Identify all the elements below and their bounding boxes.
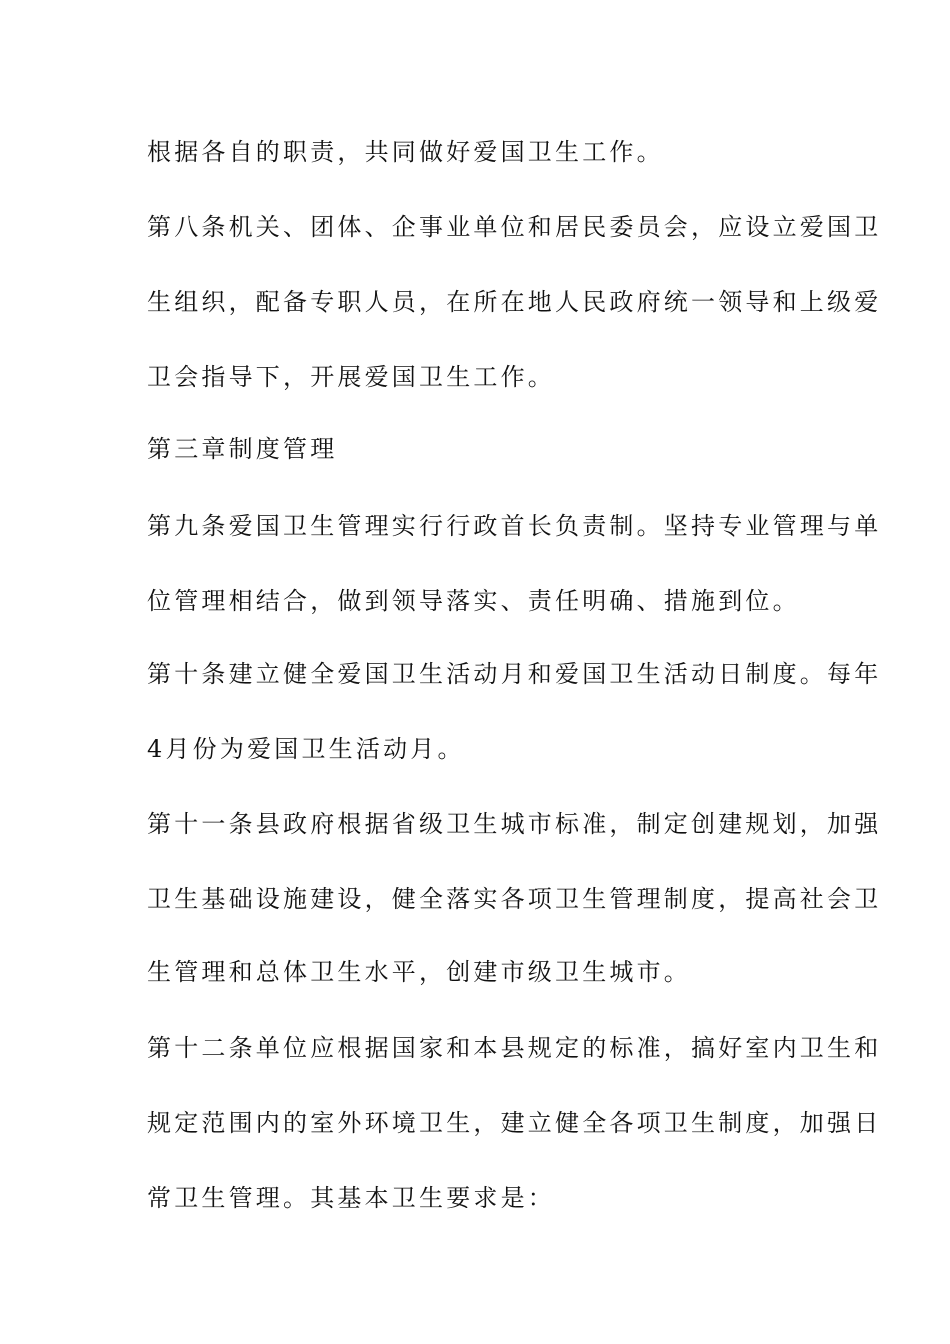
text-line: 生组织，配备专职人员，在所在地人民政府统一领导和上级爱: [147, 288, 882, 316]
article-11-line: 第十一条县政府根据省级卫生城市标准，制定创建规划，加强: [147, 810, 882, 838]
text-line: 4月份为爱国卫生活动月。: [147, 735, 465, 763]
text-line: 常卫生管理。其基本卫生要求是：: [147, 1184, 555, 1212]
text-line: 生管理和总体卫生水平，创建市级卫生城市。: [147, 958, 691, 986]
text-line: 卫会指导下，开展爱国卫生工作。: [147, 363, 555, 391]
article-8-line: 第八条机关、团体、企事业单位和居民委员会，应设立爱国卫: [147, 213, 882, 241]
article-9-line: 第九条爱国卫生管理实行行政首长负责制。坚持专业管理与单: [147, 512, 882, 540]
text-line: 根据各自的职责，共同做好爱国卫生工作。: [147, 138, 664, 166]
chapter-heading: 第三章制度管理: [147, 435, 338, 463]
article-12-line: 第十二条单位应根据国家和本县规定的标准，搞好室内卫生和: [147, 1034, 882, 1062]
text-line: 规定范围内的室外环境卫生，建立健全各项卫生制度，加强日: [147, 1109, 882, 1137]
text-line: 位管理相结合，做到领导落实、责任明确、措施到位。: [147, 587, 800, 615]
text-line: 卫生基础设施建设，健全落实各项卫生管理制度，提高社会卫: [147, 885, 882, 913]
article-10-line: 第十条建立健全爱国卫生活动月和爱国卫生活动日制度。每年: [147, 660, 882, 688]
